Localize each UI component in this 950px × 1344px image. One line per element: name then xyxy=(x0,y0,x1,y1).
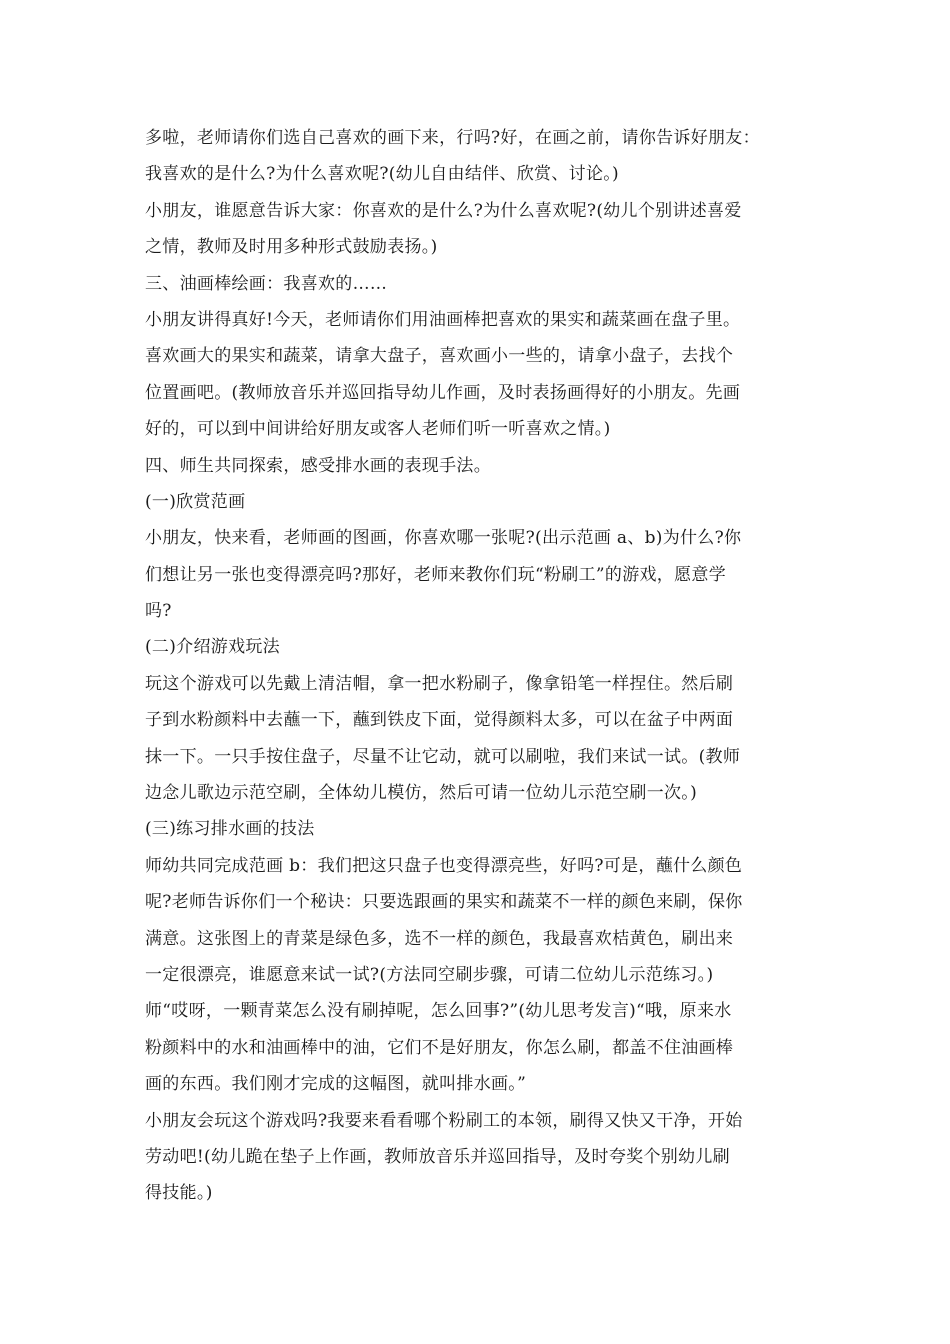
text-line: 玩这个游戏可以先戴上清洁帽，拿一把水粉刷子，像拿铅笔一样捏住。然后刷 xyxy=(145,673,734,694)
subsection-heading: (一)欣赏范画 xyxy=(145,491,246,512)
text-line: 好的，可以到中间讲给好朋友或客人老师们听一听喜欢之情。) xyxy=(145,419,611,440)
text-line: 劳动吧!(幼儿跪在垫子上作画，教师放音乐并巡回指导，及时夸奖个别幼儿刷 xyxy=(145,1146,730,1167)
text-line: 满意。这张图上的青菜是绿色多，选不一样的颜色，我最喜欢桔黄色，刷出来 xyxy=(145,928,734,949)
text-line: 一定很漂亮，谁愿意来试一试?(方法同空刷步骤，可请二位幼儿示范练习。) xyxy=(145,964,714,985)
text-line: 得技能。) xyxy=(145,1183,213,1204)
section-heading: 三、油画棒绘画：我喜欢的…… xyxy=(145,273,388,294)
text-line: 抹一下。一只手按住盘子，尽量不让它动，就可以刷啦，我们来试一试。(教师 xyxy=(145,746,741,767)
text-line: 子到水粉颜料中去蘸一下，蘸到铁皮下面，觉得颜料太多，可以在盆子中两面 xyxy=(145,710,734,731)
text-line: 小朋友，快来看，老师画的图画，你喜欢哪一张呢?(出示范画 a、b)为什么?你 xyxy=(145,528,742,549)
text-line: 粉颜料中的水和油画棒中的油，它们不是好朋友，你怎么刷，都盖不住油画棒 xyxy=(145,1037,734,1058)
text-line: 小朋友讲得真好!今天，老师请你们用油画棒把喜欢的果实和蔬菜画在盘子里。 xyxy=(145,309,741,330)
subsection-heading: (三)练习排水画的技法 xyxy=(145,819,315,840)
text-line: 们想让另一张也变得漂亮吗?那好，老师来教你们玩“粉刷工”的游戏，愿意学 xyxy=(145,564,726,585)
text-line: 多啦，老师请你们选自己喜欢的画下来，行吗?好，在画之前，请你告诉好朋友： xyxy=(145,128,760,148)
text-line: 小朋友会玩这个游戏吗?我要来看看哪个粉刷工的本领，刷得又快又干净，开始 xyxy=(145,1110,743,1131)
subsection-heading: (二)介绍游戏玩法 xyxy=(145,637,280,658)
text-line: 师幼共同完成范画 b：我们把这只盘子也变得漂亮些，好吗?可是，蘸什么颜色 xyxy=(145,855,743,876)
text-line: 小朋友，谁愿意告诉大家：你喜欢的是什么?为什么喜欢呢?(幼儿个别讲述喜爱 xyxy=(145,200,742,221)
text-line: 画的东西。我们刚才完成的这幅图，就叫排水画。” xyxy=(145,1074,527,1095)
text-line: 位置画吧。(教师放音乐并巡回指导幼儿作画，及时表扬画得好的小朋友。先画 xyxy=(145,382,741,403)
section-heading: 四、师生共同探索，感受排水画的表现手法。 xyxy=(145,455,491,476)
text-line: 边念儿歌边示范空刷，全体幼儿模仿，然后可请一位幼儿示范空刷一次。) xyxy=(145,783,698,804)
text-line: 我喜欢的是什么?为什么喜欢呢?(幼儿自由结伴、欣赏、讨论。) xyxy=(145,164,619,185)
text-line: 之情，教师及时用多种形式鼓励表扬。) xyxy=(145,237,438,258)
text-line: 呢?老师告诉你们一个秘诀：只要选跟画的果实和蔬菜不一样的颜色来刷，保你 xyxy=(145,892,743,913)
document-body xyxy=(145,120,825,1212)
text-line: 吗? xyxy=(145,601,172,622)
text-line: 师“哎呀，一颗青菜怎么没有刷掉呢，怎么回事?”(幼儿思考发言)“哦，原来水 xyxy=(145,1001,732,1022)
text-line: 喜欢画大的果实和蔬菜，请拿大盘子，喜欢画小一些的，请拿小盘子，去找个 xyxy=(145,346,734,367)
